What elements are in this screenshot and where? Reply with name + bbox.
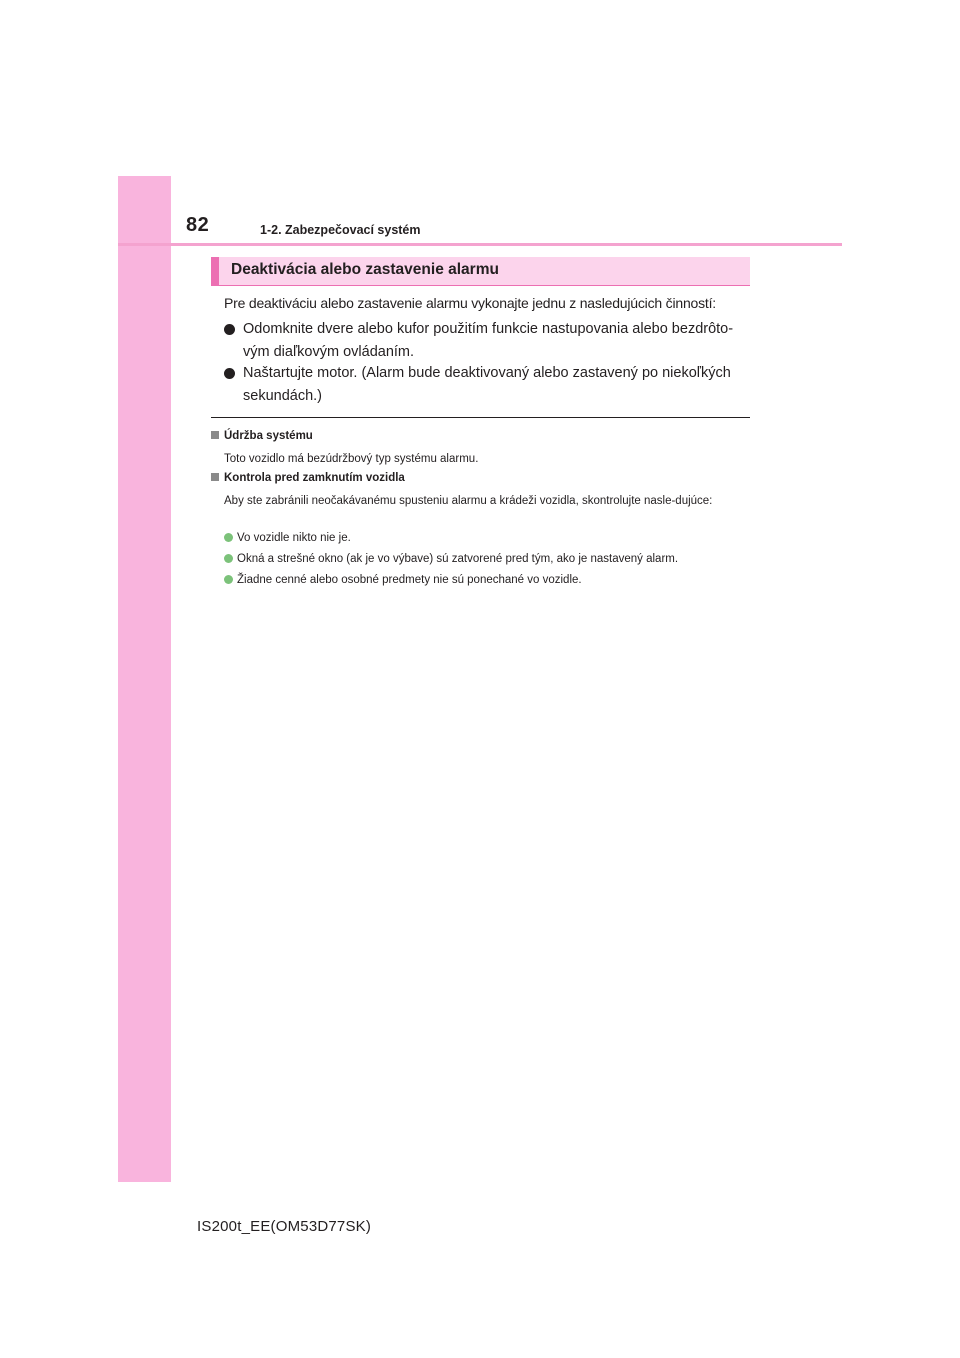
section-title-box [211,257,750,286]
green-dot-icon [224,554,233,563]
main-bullet-text: Odomknite dvere alebo kufor použitím funkcie nastupovania alebo bezdrôto-vým diaľkovým ovládaním. [243,321,734,360]
note-heading-text: Kontrola pred zamknutím vozidla [224,472,405,484]
bullet-dot-icon [224,324,235,335]
note-heading-text: Údržba systému [224,430,313,442]
section-label: 1-2. Zabezpečovací systém [260,223,421,237]
bullet-dot-icon [224,368,235,379]
main-bullet-item [224,362,750,408]
note-heading [211,472,405,484]
note-heading [211,430,313,442]
note-bullet-text: Okná a strešné okno (ak je vo výbave) sú zatvorené pred tým, ako je nastavený alarm. [237,553,679,565]
square-bullet-icon [211,431,219,439]
section-title: Deaktivácia alebo zastavenie alarmu [231,261,499,278]
green-dot-icon [224,575,233,584]
footer-model-code: IS200t_EE(OM53D77SK) [197,1218,372,1235]
note-body: Toto vozidlo má bezúdržbový typ systému alarmu. [224,453,479,465]
square-bullet-icon [211,473,219,481]
green-dot-icon [224,533,233,542]
main-bullet-item [224,318,750,364]
note-body: Aby ste zabránili neočakávanému spusteniu alarmu a krádeži vozidla, skontrolujte nasle-dujúce: [224,495,713,507]
header-rule [118,243,842,246]
note-bullet-item [224,530,750,546]
note-bullet-text: Žiadne cenné alebo osobné predmety nie sú ponechané vo vozidle. [237,574,582,586]
note-bullet-text: Vo vozidle nikto nie je. [237,532,351,544]
note-bullet-item [224,572,750,588]
notes-divider [211,417,750,418]
main-bullet-text: Naštartujte motor. (Alarm bude deaktivovaný alebo zastavený po niekoľkých sekundách.) [243,365,731,404]
note-bullet-item [224,551,750,567]
side-color-band [118,176,171,1182]
page-number: 82 [186,214,210,236]
intro-text: Pre deaktiváciu alebo zastavenie alarmu vykonajte jednu z nasledujúcich činností: [224,295,716,311]
